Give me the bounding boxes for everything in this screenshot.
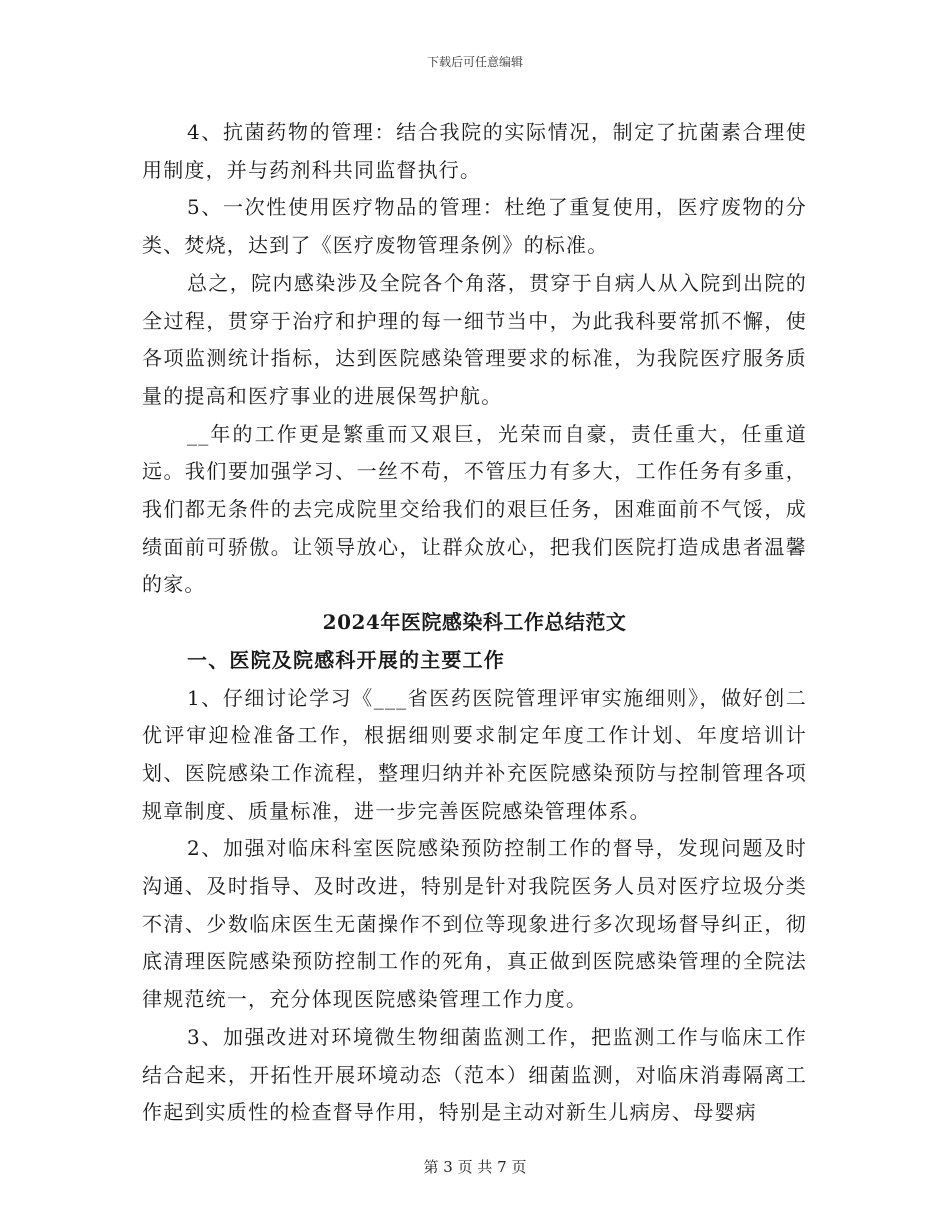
paragraph: 3、加强改进对环境微生物细菌监测工作，把监测工作与临床工作结合起来，开拓性开展环境动态（范本）细菌监测，对临床消毒隔离工作起到实质性的检查督导作用，特别是主动对新生儿病房、母婴病 — [142, 1024, 807, 1125]
paragraph: __年的工作更是繁重而又艰巨，光荣而自豪，责任重大，任重道远。我们要加强学习、一丝不苟，不管压力有多大，工作任务有多重，我们都无条件的去完成院里交给我们的艰巨任务，困难面前不气馁，成绩面前可骄傲。让领导放心，让群众放心，把我们医院打造成患者温馨的家。 — [142, 421, 807, 597]
page-number: 第 3 页 共 7 页 — [423, 1158, 527, 1176]
document-title: 2024年医院感染科工作总结范文 — [322, 610, 627, 635]
header-note: 下载后可任意编辑 — [426, 55, 523, 69]
paragraph: 5、一次性使用医疗物品的管理：杜绝了重复使用，医疗废物的分类、焚烧，达到了《医疗废物管理条例》的标准。 — [142, 195, 807, 258]
paragraph: 4、抗菌药物的管理：结合我院的实际情况，制定了抗菌素合理使用制度，并与药剂科共同监督执行。 — [142, 120, 807, 182]
paragraph: 总之，院内感染涉及全院各个角落，贯穿于自病人从入院到出院的全过程，贯穿于治疗和护理的每一细节当中，为此我科要常抓不懈，使各项监测统计指标，达到医院感染管理要求的标准，为我院医疗服务质量的提高和医疗事业的进展保驾护航。 — [142, 270, 807, 408]
paragraph: 1、仔细讨论学习《___省医药医院管理评审实施细则》，做好创二优评审迎检准备工作，根据细则要求制定年度工作计划、年度培训计划、医院感染工作流程，整理归纳并补充医院感染预防与控制管理各项规章制度、质量标准，进一步完善医院感染管理体系。 — [142, 685, 807, 823]
document-body — [142, 114, 807, 1132]
section-heading: 一、医院及院感科开展的主要工作 — [187, 647, 505, 672]
paragraph: 2、加强对临床科室医院感染预防控制工作的督导，发现问题及时沟通、及时指导、及时改进，特别是针对我院医务人员对医疗垃圾分类不清、少数临床医生无菌操作不到位等现象进行多次现场督导纠正，彻底清理医院感染预防控制工作的死角，真正做到医院感染管理的全院法律规范统一，充分体现医院感染管理工作力度。 — [142, 836, 807, 1012]
